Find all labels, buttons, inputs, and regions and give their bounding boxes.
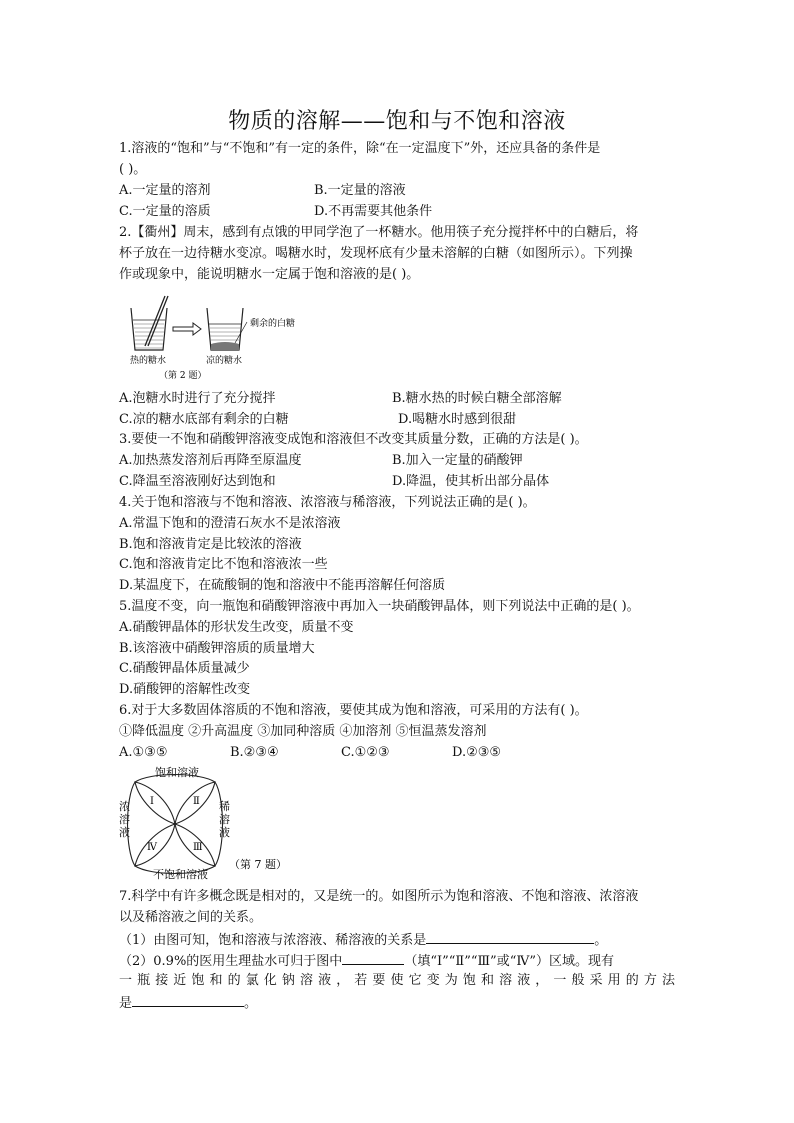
q3-option-b: B.加入一定量的硝酸钾 <box>392 453 523 468</box>
q7-diagram-caption: （第 7 题） <box>229 858 287 871</box>
q7-sub2-method-blank[interactable] <box>132 993 244 1007</box>
q5-stem: 5.温度不变，向一瓶饱和硝酸钾溶液中再加入一块硝酸钾晶体，则下列说法中正确的是( )。 <box>119 599 640 614</box>
q4-stem: 4.关于饱和溶液与不饱和溶液、浓溶液与稀溶液，下列说法正确的是( )。 <box>119 495 536 510</box>
q2-stem-line2: 杯子放在一边待糖水变凉。喝糖水时，发现杯底有少量未溶解的白糖（如图所示）。下列操 <box>119 246 633 261</box>
q6-option-b: B.②③④ <box>230 745 279 760</box>
q3-option-c: C.降温至溶液刚好达到饱和 <box>119 474 276 489</box>
q6-methods: ①降低温度 ②升高温度 ③加同种溶质 ④加溶剂 ⑤恒温蒸发溶剂 <box>119 724 487 739</box>
q4-option-b: B.饱和溶液肯定是比较浓的溶液 <box>119 537 302 552</box>
q4-option-c: C.饱和溶液肯定比不饱和溶液浓一些 <box>119 557 328 572</box>
q7-diagram-label-concentrated-1: 浓 <box>119 800 130 813</box>
q7-diagram-label-unsaturated: 不饱和溶液 <box>153 868 208 881</box>
q5-option-d: D.硝酸钾的溶解性改变 <box>119 682 251 697</box>
q1-stem-line2: ( )。 <box>119 162 147 177</box>
q2-figure-label-leftover: 剩余的白糖 <box>250 319 296 329</box>
q7-diagram-region-3: Ⅲ <box>193 842 203 853</box>
page-title: 物质的溶解——饱和与不饱和溶液 <box>228 109 566 134</box>
q2-figure-caption: （第 2 题） <box>159 371 207 381</box>
q7-sub1-answer-blank[interactable] <box>426 930 594 944</box>
q1-option-d: D.不再需要其他条件 <box>314 204 433 219</box>
q7-sub1-end: 。 <box>594 933 608 948</box>
q1-option-b: B.一定量的溶液 <box>314 183 406 198</box>
q4-option-a: A.常温下饱和的澄清石灰水不是浓溶液 <box>119 516 341 531</box>
q2-option-c: C.凉的糖水底部有剩余的白糖 <box>119 412 289 427</box>
q5-option-a: A.硝酸钾晶体的形状发生改变，质量不变 <box>119 620 354 635</box>
q7-diagram-region-2: Ⅱ <box>193 796 200 807</box>
q7-subquestion-2 <box>119 951 614 971</box>
q7-solution-relationship-diagram <box>117 764 307 882</box>
q7-sub2-line3 <box>119 993 257 1013</box>
q3-option-a: A.加热蒸发溶剂后再降至原温度 <box>119 453 302 468</box>
q6-option-c: C.①②③ <box>341 745 390 760</box>
q7-sub2-line3-end: 。 <box>244 996 258 1011</box>
q7-sub2-region-blank[interactable] <box>342 951 404 965</box>
q5-option-b: B.该溶液中硝酸钾溶质的质量增大 <box>119 641 315 656</box>
q2-stem-line3: 作或现象中，能说明糖水一定属于饱和溶液的是( )。 <box>119 267 420 282</box>
q2-figure-label-hot: 热的糖水 <box>130 356 167 366</box>
q7-subquestion-1 <box>119 930 607 950</box>
q7-stem-line1: 7.科学中有许多概念既是相对的，又是统一的。如图所示为饱和溶液、不饱和溶液、浓溶液 <box>119 889 639 904</box>
q7-diagram-label-saturated: 饱和溶液 <box>155 766 199 779</box>
q4-option-d: D.某温度下，在硫酸铜的饱和溶液中不能再溶解任何溶质 <box>119 578 446 593</box>
q7-diagram-label-concentrated-2: 溶 <box>119 813 130 826</box>
q3-stem: 3.要使一不饱和硝酸钾溶液变成饱和溶液但不改变其质量分数，正确的方法是( )。 <box>119 432 588 447</box>
q7-diagram-label-dilute-1: 稀 <box>219 800 230 813</box>
q2-option-a: A.泡糖水时进行了充分搅拌 <box>119 391 276 406</box>
q6-stem: 6.对于大多数固体溶质的不饱和溶液，要使其成为饱和溶液，可采用的方法有( )。 <box>119 703 588 718</box>
q7-diagram-region-1: Ⅰ <box>150 796 154 807</box>
q1-option-a: A.一定量的溶剂 <box>119 183 211 198</box>
q7-stem-line2: 以及稀溶液之间的关系。 <box>119 910 263 925</box>
q2-option-b: B.糖水热的时候白糖全部溶解 <box>392 391 562 406</box>
q7-diagram-label-concentrated-3: 液 <box>119 826 130 839</box>
q6-option-a: A.①③⑤ <box>119 745 168 760</box>
q7-diagram-label-dilute-3: 液 <box>219 826 230 839</box>
q7-sub2-line2: 一瓶接近饱和的氯化钠溶液，若要使它变为饱和溶液，一般采用的方法 <box>119 973 675 988</box>
q2-figure-label-cool: 凉的糖水 <box>206 356 243 366</box>
q7-diagram-label-dilute-2: 溶 <box>219 813 230 826</box>
q1-stem-line1: 1.溶液的“饱和”与“不饱和”有一定的条件，除“在一定温度下”外，还应具备的条件是 <box>119 141 601 156</box>
q7-sub1-text: （1）由图可知，饱和溶液与浓溶液、稀溶液的关系是 <box>119 933 427 948</box>
q6-option-d: D.②③⑤ <box>452 745 502 760</box>
q2-sugar-water-figure <box>119 294 296 384</box>
q2-stem-line1: 2.【衢州】周末，感到有点饿的甲同学泡了一杯糖水。他用筷子充分搅拌杯中的白糖后，将 <box>119 225 639 240</box>
q7-sub2-text-b: （填“Ⅰ”“Ⅱ”“Ⅲ”或“Ⅳ”）区域。现有 <box>404 954 614 969</box>
q7-sub2-text-a: （2）0.9%的医用生理盐水可归于图中 <box>119 954 343 969</box>
q7-diagram-region-4: Ⅳ <box>147 842 157 853</box>
q7-sub2-line3-text: 是 <box>119 996 133 1011</box>
q3-option-d: D.降温，使其析出部分晶体 <box>392 474 550 489</box>
q5-option-c: C.硝酸钾晶体质量减少 <box>119 661 250 676</box>
q2-option-d: D.喝糖水时感到很甜 <box>398 412 517 427</box>
q1-option-c: C.一定量的溶质 <box>119 204 211 219</box>
